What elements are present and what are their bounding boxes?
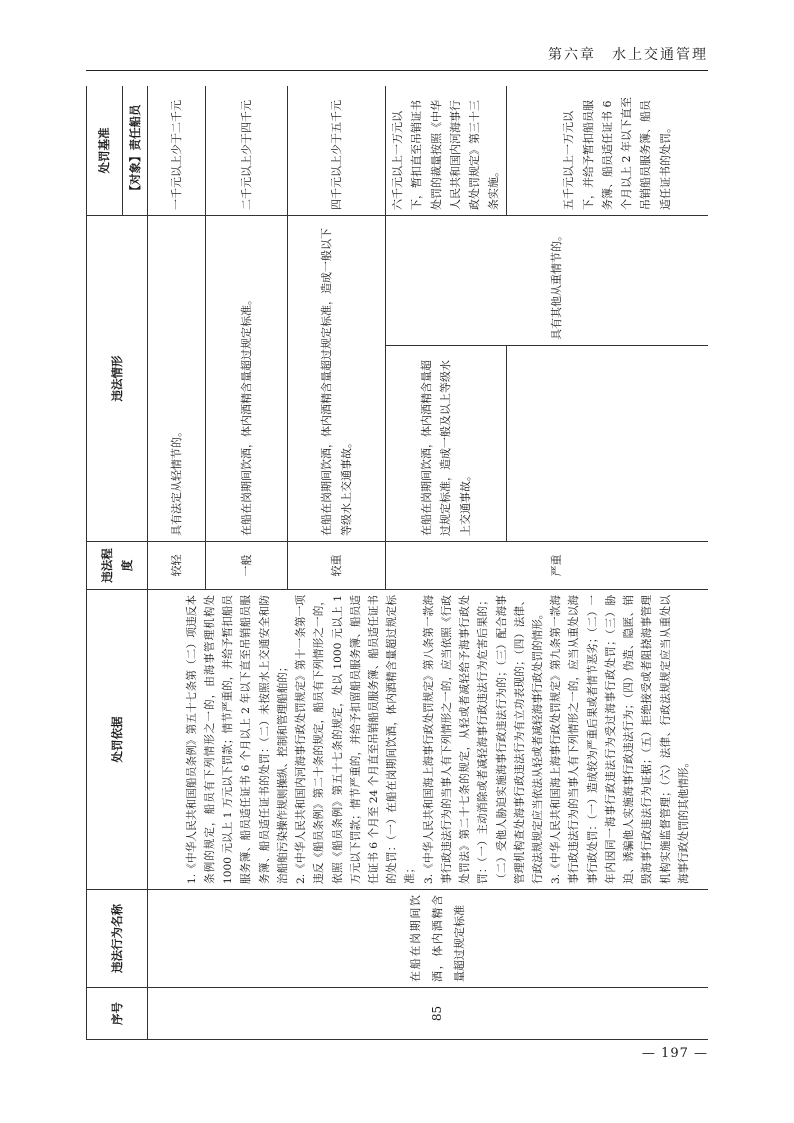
degree-severe: 严重	[386, 542, 708, 590]
basis-paragraph: 1.《中华人民共和国船员条例》第五十七条第（二）项违反本条例的规定，船员有下列情形之一的，由海事管理机构处 1000 元以上 1 万元以下罚款；情节严重的，并给予暂扣船员服务簿、船员适任证书 6 个月以上 2 年以下直至吊销船员服务簿、船员适任证书的处罚：（二）未按照水上交通安全和防治船舶污染操作规则操纵、控制和管理船舶的；	[185, 595, 289, 884]
degree-general: 一般	[206, 542, 288, 590]
empty-cell	[506, 346, 708, 542]
situation-serious-grave: 在船在岗期间饮酒，体内酒精含量超过规定标准，造成一般及以上等级水上交通事故。	[386, 346, 507, 542]
situation-general: 在船在岗期间饮酒，体内酒精含量超过规定标准。	[206, 216, 288, 542]
penalty-severe: 五千元以上一万元以下，并给予暂扣船员服务簿、船员适任证书 6 个月以上 2 年以下直至吊销船员服务簿、船员适任证书的处罚。	[506, 86, 708, 216]
penalty-general: 二千元以上少于四千元	[206, 86, 288, 216]
violation-name: 在船在岗期间饮酒，体内酒精含量超过规定标准	[148, 890, 708, 988]
basis-paragraph: 3.《中华人民共和国海上海事行政处罚规定》第八条第一款海事行政违法行为的当事人有下列情形之一的，应当依照《行政处罚法》第二十七条的规定，从轻或者减轻给予海事行政处罚：（一）主动消除或者减轻海事行政违法行为危害后果的；（二）受他人胁迫实施海事行政违法行为的；（三）配合海事管理机构查处海事行政违法行为有立功表现的；（四）法律、行政法规规定应当依法从轻或者减轻海事行政处罚的情形。	[422, 595, 544, 884]
header-situation: 违法情形	[87, 216, 148, 542]
header-name: 违法行为名称	[87, 890, 148, 988]
header-standard: 处罚基准	[87, 86, 123, 216]
penalty-light: 一千元以上少于二千元	[148, 86, 206, 216]
table-region	[86, 86, 708, 1040]
header-no: 序号	[87, 988, 148, 1040]
situation-serious: 在船在岗期间饮酒，体内酒精含量超过规定标准，造成一般以下等级水上交通事故。	[288, 216, 386, 542]
penalty-serious: 四千元以上少于五千元	[288, 86, 386, 216]
header-degree: 违法程度	[87, 542, 148, 590]
row-number: 85	[148, 988, 708, 1040]
header-target: 【对象】责任船员	[123, 86, 148, 216]
basis-paragraph: 2.《中华人民共和国内河海事行政处罚规定》第十一条第一项违反《船员条例》第二十条的规定，船员有下列情形之一的，依照《船员条例》第五十七条的规定，处以 1000 元以上 1 万元以下罚款；情节严重的，并给予扣留船员服务簿、船员适任证书 6 个月至 24 个月直至吊销船员服务簿、船员适任证书的处罚：（一）在船在岗期间饮酒，体内酒精含量超过规定标准；	[295, 595, 417, 884]
situation-light: 具有法定从轻情节的。	[148, 216, 206, 542]
penalty-basis	[148, 590, 708, 890]
situation-severe: 具有其他从重情节的。	[386, 216, 708, 346]
degree-serious: 较重	[288, 542, 386, 590]
rotated-table-container	[86, 86, 708, 1040]
header-basis: 处罚依据	[87, 590, 148, 890]
page-header	[86, 40, 708, 71]
penalty-standard-table	[86, 86, 708, 1040]
degree-light: 较轻	[148, 542, 206, 590]
page-number: — 197 —	[641, 1046, 708, 1061]
penalty-serious-grave: 六千元以上一万元以下，暂扣直至吊销证书处罚的裁量按照《中华人民共和国内河海事行政处罚规定》第三十三条实施。	[386, 86, 507, 216]
basis-paragraph: 3.《中华人民共和国海上海事行政处罚规定》第九条第一款海事行政违法行为的当事人有下列情形之一的，应当从重处以海事行政处罚：（一）造成较为严重后果或者情节恶劣；（二）一年内因同一海事行政违法行为受过海事行政处罚；（三）胁迫、诱骗他人实施海事行政违法行为；（四）伪造、隐匿、销毁海事行政违法行为证据；（五）拒绝接受或者阻挠海事管理机构实施监督管理；（六）法律、行政法规规定应当从重处以海事行政处罚的其他情形。	[550, 595, 690, 884]
chapter-title: 第六章 水上交通管理	[548, 47, 708, 63]
